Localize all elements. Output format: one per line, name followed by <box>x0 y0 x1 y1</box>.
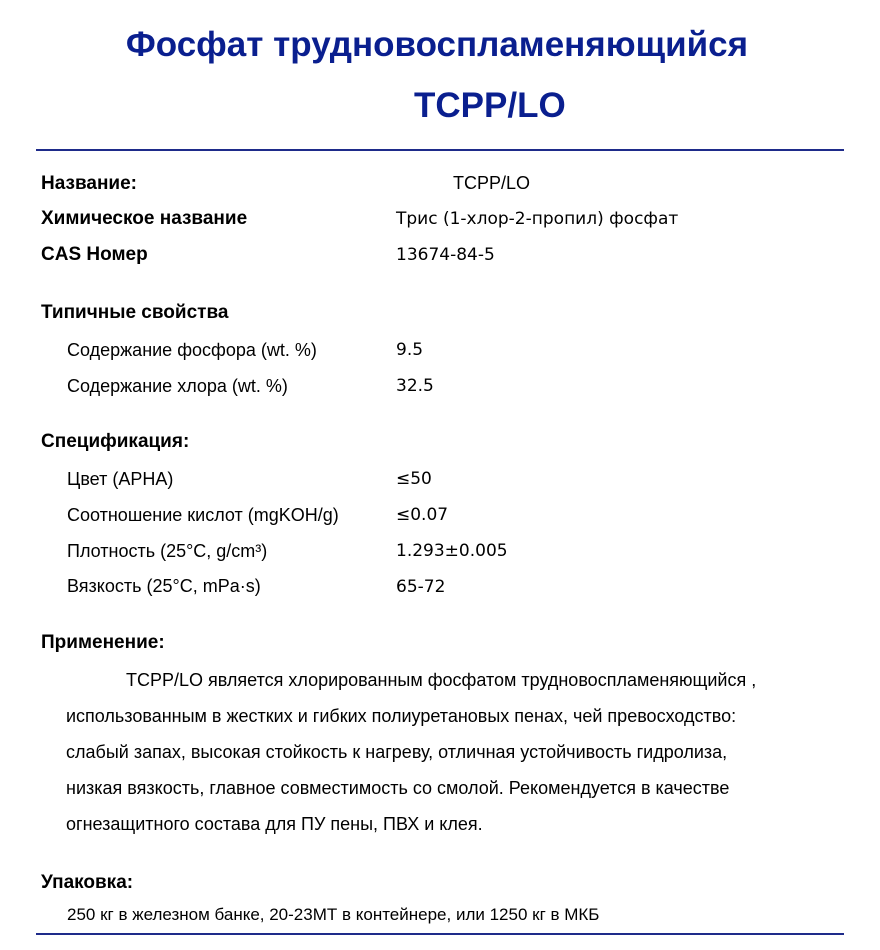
phosphorus-content-label: Содержание фосфора (wt. %) <box>67 340 317 360</box>
chemical-name-label: Химическое название <box>41 208 248 229</box>
chlorine-content-label: Содержание хлора (wt. %) <box>67 376 288 396</box>
application-heading: Применение: <box>41 632 165 653</box>
packaging-text: 250 кг в железном банке, 20-23МТ в контейнере, или 1250 кг в МКБ <box>67 905 600 924</box>
viscosity-label: Вязкость (25°C, mPa·s) <box>67 576 261 596</box>
application-line: огнезащитного состава для ПУ пены, ПВХ и клея. <box>66 814 483 834</box>
viscosity-value: 65-72 <box>396 577 446 597</box>
specification-heading: Спецификация: <box>41 431 190 452</box>
color-apha-label: Цвет (APHA) <box>67 469 174 489</box>
phosphorus-content-value: 9.5 <box>396 340 424 360</box>
application-line: использованным в жестких и гибких полиуретановых пенах, чей превосходство: <box>66 706 737 726</box>
cas-number-value: 13674-84-5 <box>396 245 495 265</box>
application-line: низкая вязкость, главное совместимость со смолой. Рекомендуется в качестве <box>66 778 730 798</box>
chlorine-content-value: 32.5 <box>396 376 434 396</box>
typical-properties-heading: Типичные свойства <box>41 302 229 323</box>
application-line: слабый запах, высокая стойкость к нагреву, отличная устойчивость гидролиза, <box>66 742 728 762</box>
application-line: TCPP/LO является хлорированным фосфатом трудновоспламеняющийся , <box>126 670 757 690</box>
density-value: 1.293±0.005 <box>396 541 508 561</box>
acid-ratio-label: Соотношение кислот (mgKOH/g) <box>67 505 339 525</box>
bottom-divider <box>36 933 844 935</box>
color-apha-value: ≤50 <box>396 469 432 489</box>
document-subtitle-product-code: TCPP/LO <box>414 86 566 125</box>
application-paragraph <box>66 662 846 842</box>
chemical-name-value: Трис (1-хлор-2-пропил) фосфат <box>396 209 679 229</box>
cas-number-label: CAS Номер <box>41 244 148 265</box>
name-value: TCPP/LO <box>453 173 531 193</box>
packaging-heading: Упаковка: <box>41 872 134 893</box>
top-divider <box>36 149 844 151</box>
density-label: Плотность (25°C, g/cm³) <box>67 541 268 561</box>
acid-ratio-value: ≤0.07 <box>396 505 449 525</box>
name-label: Название: <box>41 173 138 194</box>
document-title: Фосфат трудновоспламеняющийся <box>125 25 749 64</box>
